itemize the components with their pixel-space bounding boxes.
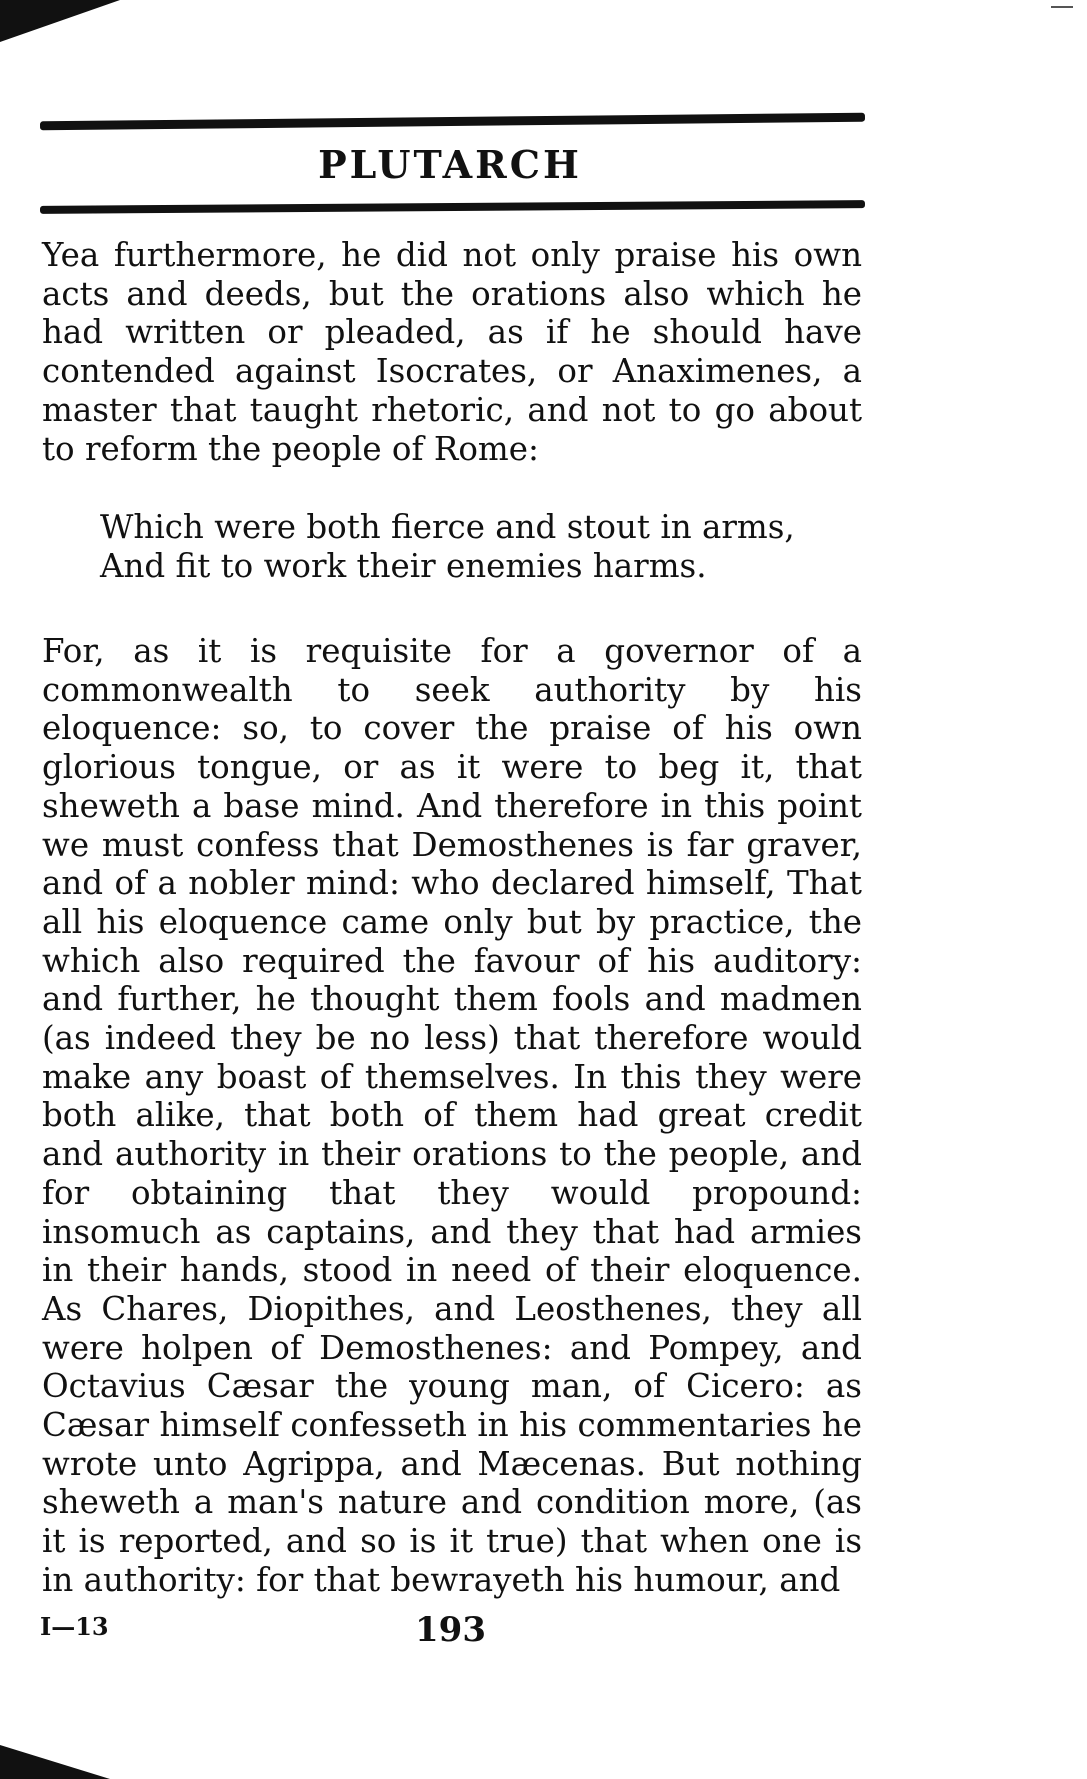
scan-edge-mark xyxy=(1051,6,1073,8)
running-title: PLUTARCH xyxy=(318,142,582,187)
verse-line: And fit to work their enemies harms. xyxy=(100,546,707,585)
signature-mark: I—13 xyxy=(40,1612,109,1641)
header-rule-top xyxy=(40,113,865,131)
body-paragraph: For, as it is requisite for a governor of a commonwealth to seek authority by his eloquence: so, to cover the praise of his own glorious tongue, or as it were to beg it, that sheweth a base mind. And therefore in this point we must confess that Demosthenes is far graver, and of a nobler mind: who declared himself, That all his eloquence came only but by practice, the which also required the favour of his auditory: and further, he thought them fools and madmen (as indeed they be no less) that therefore would make any boast of themselves. In this they were both alike, that both of them had great credit and authority in their orations to the people, and for obtaining that they would propound: insomuch as captains, and they that had armies in their hands, stood in need of their eloquence. As Chares, Diopithes, and Leosthenes, they all were holpen of Demosthenes: and Pompey, and Octavius Cæsar the young man, of Cicero: as Cæsar himself confesseth in his commentaries he wrote unto Agrippa, and Mæcenas. But nothing sheweth a man's nature and condition more, (as it is reported, and so is it true) that when one is in authority: for that bewrayeth his humour, and xyxy=(42,632,862,1599)
header-rule-bottom xyxy=(40,200,865,214)
scan-edge-mark xyxy=(0,1745,110,1779)
page-number: 193 xyxy=(415,1610,486,1650)
scan-edge-mark xyxy=(0,0,120,42)
body-paragraph: Yea furthermore, he did not only praise his own acts and deeds, but the orations also which he had written or pleaded, as if he should have contended against Isocrates, or Anaximenes, a master that taught rhetoric, and not to go about to reform the people of Rome: xyxy=(42,236,862,468)
verse-quotation xyxy=(100,508,860,585)
verse-line: Which were both fierce and stout in arms, xyxy=(100,508,795,546)
